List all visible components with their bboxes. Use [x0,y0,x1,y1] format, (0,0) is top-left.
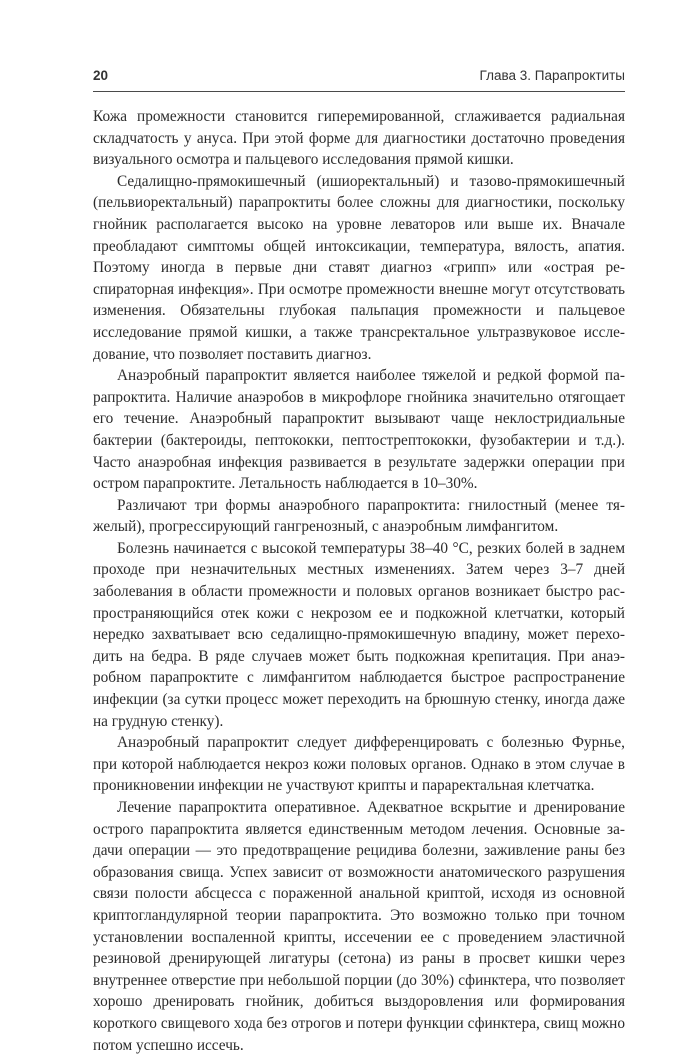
paragraph: Болезнь начинается с высокой температуры 38–40 °С, резких болей в заднем проходе при незначительных местных изменениях. Затем через 3–7 дней заболевания в области промежности и половых органов возникает быстро распространяющийся отек кожи с некрозом ее и подкожной клетчатки, который нередко захватывает всю седалищно-прямокишечную впадину, может переходить на бедра. В ряде случаев может быть подкожная крепитация. При анаэробном парапроктите с лимфангитом наблюдается быстрое распространение инфекции (за сутки процесс может переходить на брюшную стенку, иногда даже на грудную стенку). [93,539,625,730]
paragraph: Различают три формы анаэробного парапроктита: гнилостный (менее тяжелый), прогрессирующий гангренозный, с анаэробным лимфангитом. [93,496,625,536]
header-rule [93,91,625,92]
body-text [93,106,625,1056]
chapter-running-head: Глава 3. Парапроктиты [479,68,625,83]
paragraph: Анаэробный парапроктит является наиболее тяжелой и редкой формой парапроктита. Наличие анаэробов в микрофлоре гнойника значительно отягощает его течение. Анаэробный парапроктит вызывают чаще неклостридиальные бактерии (бактероиды, пептококки, пептострептококки, фузобактерии и т.д.). Часто анаэробная инфекция развивается в результате задержки операции при остром парапроктите. Летальность наблюдается в 10–30%. [93,367,625,493]
paragraph: Седалищно-прямокишечный (ишиоректальный) и тазово-прямокишечный (пельвиоректальный) парапроктиты более сложны для диагностики, поскольку гнойник располагается высоко на уровне леваторов или выше их. Вначале преобладают симптомы общей интоксикации, температура, вялость, апатия. Поэтому иногда в первые дни ставят диагноз «грипп» или «острая респираторная инфекция». При осмотре промежности внешне могут отсутствовать изменения. Обязательны глубокая пальпация промежности и пальцевое исследование прямой кишки, а также трансректальное ультразвуковое исследование, что позволяет поставить диагноз. [93,172,625,363]
page-number: 20 [93,68,109,83]
paragraph: Анаэробный парапроктит следует дифференцировать с болезнью Фурнье, при которой наблюдается некроз кожи половых органов. Однако в этом случае в проникновении инфекции не участвуют крипты и параректальная клетчатка. [93,734,625,795]
page-header [93,68,625,90]
paragraph: Лечение парапроктита оперативное. Адекватное вскрытие и дренирование острого парапроктита является единственным методом лечения. Основные задачи операции — это предотвращение рецидива болезни, заживление раны без образования свища. Успех зависит от возможности анатомического разрушения связи полости абсцесса с пораженной анальной криптой, исходя из основной криптогландулярной теории парапроктита. Это возможно только при точном установлении воспаленной крипты, иссечении ее с проведением эластичной резиновой дренирующей лигатуры (сетона) из раны в просвет кишки через внутреннее отверстие при небольшой порции (до 30%) сфинктера, что позволяет хорошо дренировать гнойник, добиться выздоровления или формирования короткого свищевого хода без отрогов и потери функции сфинктера, свищ можно потом успешно иссечь. [93,799,625,1054]
paragraph: Кожа промежности становится гиперемированной, сглаживается радиальная складчатость у ануса. При этой форме для диагностики достаточно проведения визуального осмотра и пальцевого исследования прямой кишки. [93,108,625,169]
